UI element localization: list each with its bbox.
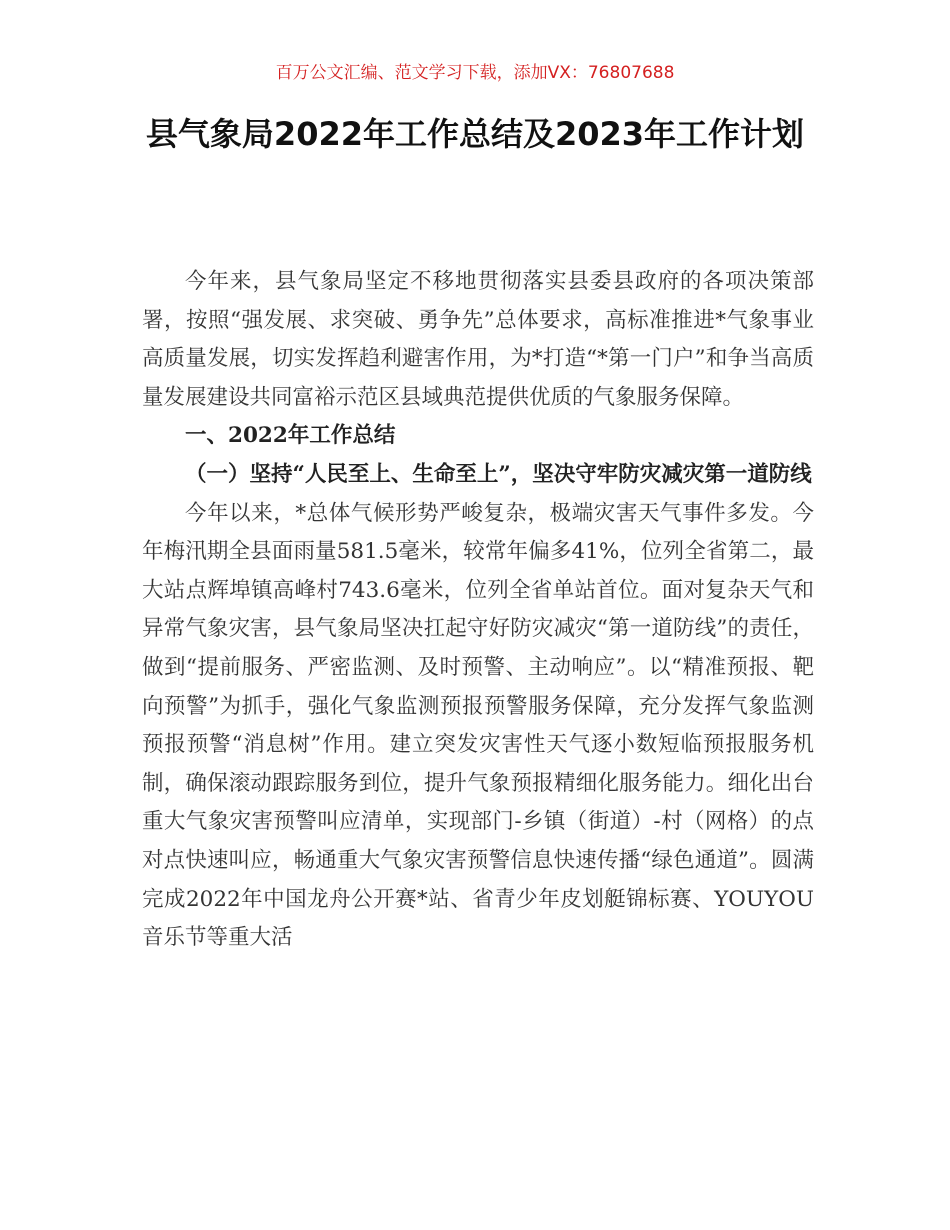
section-heading: 一、2022年工作总结	[185, 423, 396, 449]
body-paragraph: 今年以来，*总体气候形势严峻复杂，极端灾害天气事件多发。今年梅汛期全县面雨量581.5毫米，较常年偏多41%，位列全省第二，最大站点辉埠镇高峰村743.6毫米，位列全省单站首位。面对复杂天气和异常气象灾害，县气象局坚决扛起守好防灾减灾“第一道防线”的责任，做到“提前服务、严密监测、及时预警、主动响应”。以“精准预报、靶向预警”为抓手，强化气象监测预报预警服务保障，充分发挥气象监测预报预警“消息树”作用。建立突发灾害性天气逐小数短临预报服务机制，确保滚动跟踪服务到位，提升气象预报精细化服务能力。细化出台重大气象灾害预警叫应清单，实现部门-乡镇（街道）-村（网格）的点对点快速叫应，畅通重大气象灾害预警信息快速传播“绿色通道”。圆满完成2022年中国龙舟公开赛*站、省青少年皮划艇锦标赛、YOUYOU音乐节等重大活	[142, 500, 814, 951]
document-title: 县气象局2022年工作总结及2023年工作计划	[145, 115, 805, 153]
intro-paragraph: 今年来，县气象局坚定不移地贯彻落实县委县政府的各项决策部署，按照“强发展、求突破、勇争先”总体要求，高标准推进*气象事业高质量发展，切实发挥趋利避害作用，为*打造“*第一门户”和争当高质量发展建设共同富裕示范区县域典范提供优质的气象服务保障。	[142, 269, 814, 410]
document-body	[142, 263, 814, 958]
subsection-heading: （一）坚持“人民至上、生命至上”，坚决守牢防灾减灾第一道防线	[185, 461, 812, 487]
promo-banner: 百万公文汇编、范文学习下载，添加VX：76807688	[275, 63, 675, 83]
